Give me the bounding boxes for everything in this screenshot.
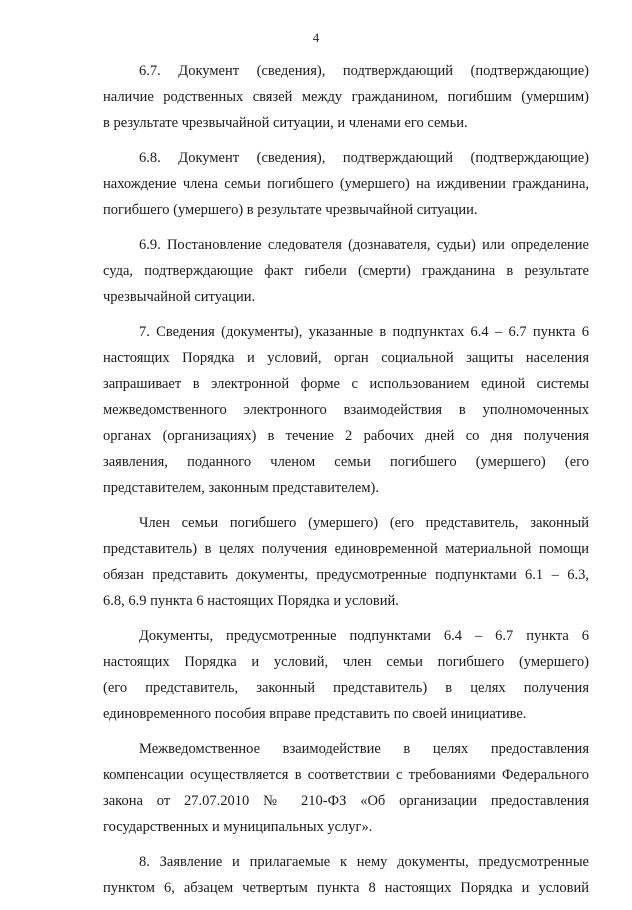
text-line: 6.8. Документ (сведения), подтверждающий (подтверждающие) [139,150,589,166]
text-line: наличие родственных связей между гражданином, погибшим (умершим) [103,89,589,105]
paragraph-6-8 [103,145,589,223]
text-line: запрашивает в электронной форме с использованием единой системы [103,376,589,392]
text-line: в результате чрезвычайной ситуации, и членами его семьи. [103,115,468,131]
text-line: Член семьи погибшего (умершего) (его представитель, законный [139,515,589,531]
paragraph-optional-documents [103,623,589,727]
text-line: 6.8, 6.9 пункта 6 настоящих Порядка и условий. [103,593,399,609]
paragraph-7 [103,319,589,501]
text-line: 7. Сведения (документы), указанные в подпунктах 6.4 – 6.7 пункта 6 [139,324,589,340]
paragraph-family-member-obligation [103,510,589,614]
paragraph-6-7 [103,58,589,136]
text-line: Межведомственное взаимодействие в целях предоставления [139,741,589,757]
text-line: государственных и муниципальных услуг». [103,819,373,835]
text-line: компенсации осуществляется в соответствии с требованиями Федерального [103,767,589,783]
text-line: суда, подтверждающие факт гибели (смерти) гражданина в результате [103,263,589,279]
text-line: чрезвычайной ситуации. [103,289,256,305]
text-line: настоящих Порядка и условий, член семьи погибшего (умершего) [103,654,589,670]
paragraph-8 [103,849,589,901]
text-line: нахождение члена семьи погибшего (умершего) на иждивении гражданина, [103,176,589,192]
text-line: заявления, поданного членом семьи погибшего (умершего) (его [103,454,589,470]
text-line: 6.7. Документ (сведения), подтверждающий (подтверждающие) [139,63,589,79]
paragraph-interagency [103,736,589,840]
text-line: Документы, предусмотренные подпунктами 6.4 – 6.7 пункта 6 [139,628,589,644]
paragraph-6-9 [103,232,589,310]
document-body [103,58,589,910]
text-line: погибшего (умершего) в результате чрезвычайной ситуации. [103,202,478,218]
text-line: межведомственного электронного взаимодействия в уполномоченных [103,402,589,418]
text-line: 6.9. Постановление следователя (дознавателя, судьи) или определение [139,237,589,253]
text-line: настоящих Порядка и условий, орган социальной защиты населения [103,350,589,366]
page-number: 4 [312,30,320,45]
text-line: (его представитель, законный представитель) в целях получения [103,680,589,696]
text-line: 8. Заявление и прилагаемые к нему документы, предусмотренные [139,854,589,870]
text-line: представитель) в целях получения единовременной материальной помощи [103,541,589,557]
text-line: представителем, законным представителем). [103,480,379,496]
text-line: пунктом 6, абзацем четвертым пункта 8 настоящих Порядка и условий [103,880,589,896]
text-line: закона от 27.07.2010 № 210-ФЗ «Об организации предоставления [103,793,589,809]
text-line: обязан представить документы, предусмотренные подпунктами 6.1 – 6.3, [103,567,589,583]
text-line: единовременного пособия вправе представить по своей инициативе. [103,706,527,722]
text-line: органах (организациях) в течение 2 рабочих дней со дня получения [103,428,589,444]
